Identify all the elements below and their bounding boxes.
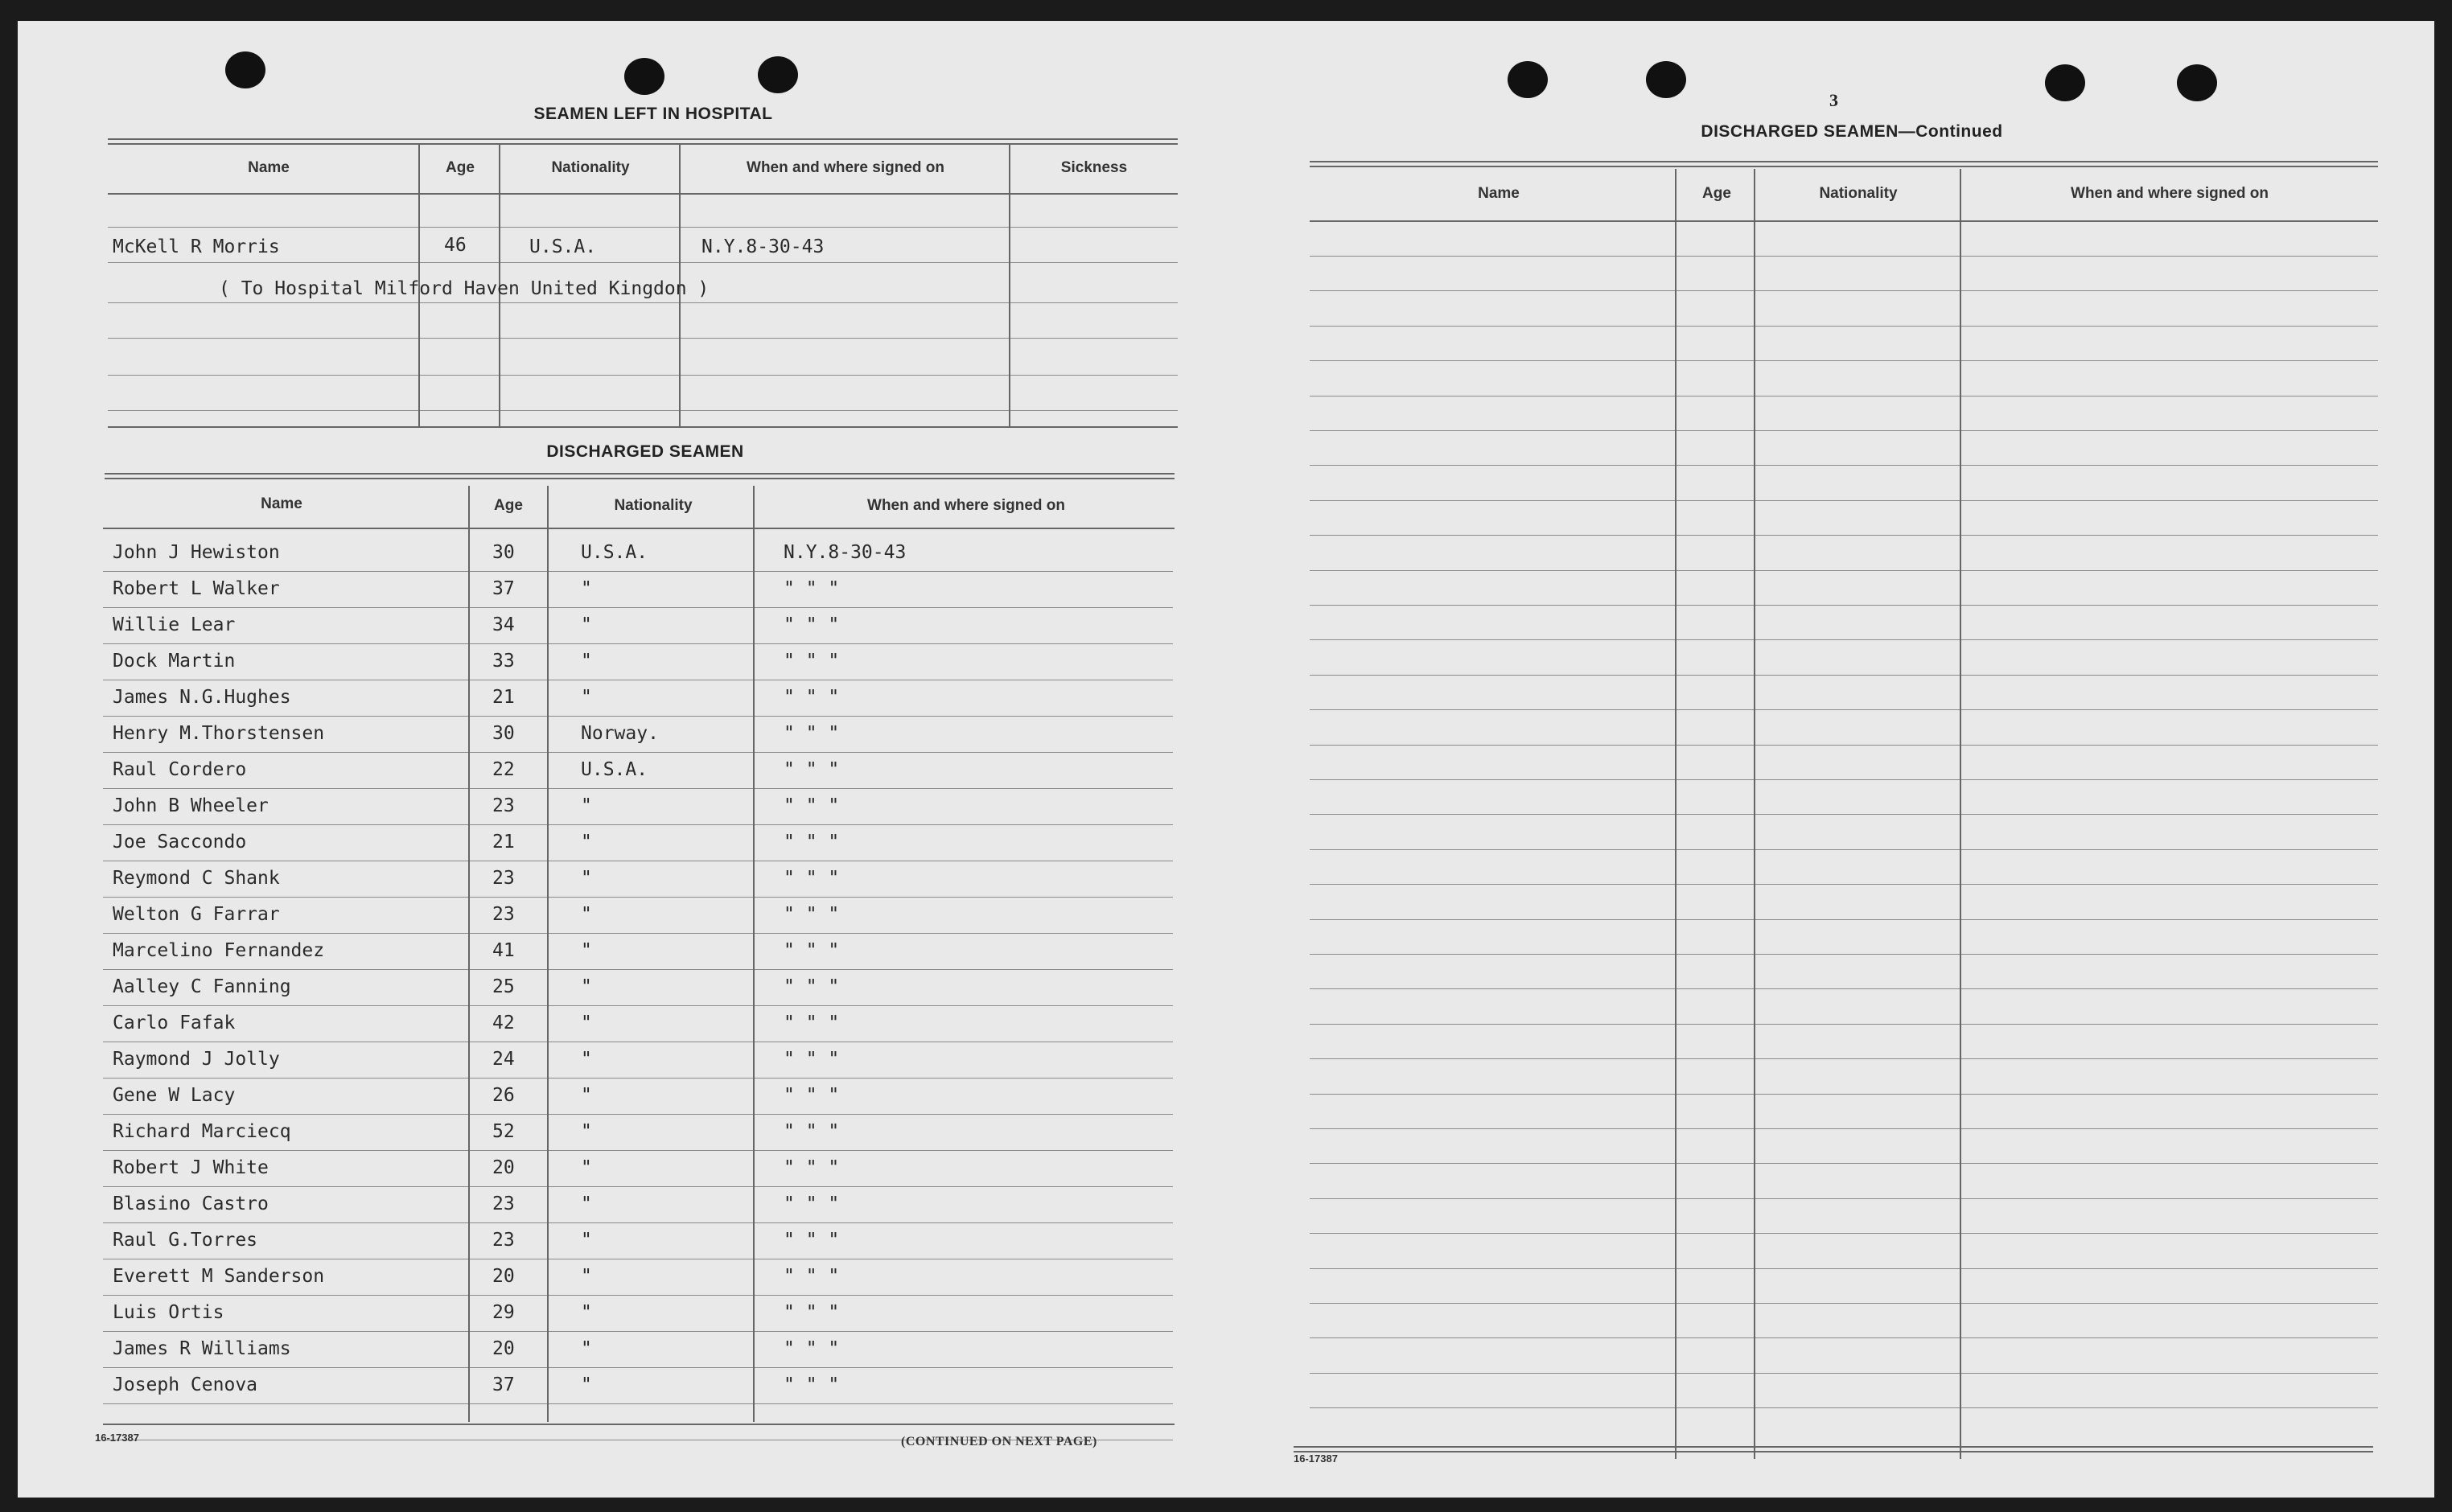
row-rule <box>1310 465 2378 466</box>
row-rule <box>1310 605 2378 606</box>
row-rule <box>1310 988 2378 989</box>
seaman-name: Joe Saccondo <box>113 832 247 853</box>
seaman-nationality: U.S.A. <box>581 542 648 563</box>
seaman-nationality: " <box>581 940 592 961</box>
seaman-age: 23 <box>492 1230 515 1251</box>
seaman-name: James N.G.Hughes <box>113 687 291 708</box>
seaman-age: 20 <box>492 1266 515 1287</box>
punch-hole <box>1508 61 1548 98</box>
seaman-name: Robert L Walker <box>113 578 280 599</box>
hospital-col-nationality: Nationality <box>551 159 630 176</box>
row-rule <box>1310 1163 2378 1164</box>
discharged-section-title: DISCHARGED SEAMEN <box>546 442 744 461</box>
discharged-col-nationality: Nationality <box>614 497 693 514</box>
seaman-name: Marcelino Fernandez <box>113 940 325 961</box>
seaman-nationality: " <box>581 1085 592 1106</box>
seaman-name: Reymond C Shank <box>113 868 280 889</box>
row-rule <box>103 752 1173 753</box>
seaman-signed-on: " " " <box>784 723 840 744</box>
seaman-age: 23 <box>492 795 515 816</box>
row-rule <box>1310 290 2378 291</box>
row-rule <box>103 969 1173 970</box>
seaman-name: Joseph Cenova <box>113 1374 258 1395</box>
row-rule <box>1310 954 2378 955</box>
seaman-nationality: " <box>581 1121 592 1142</box>
seaman-signed-on: " " " <box>784 759 840 780</box>
row-rule <box>103 1078 1173 1079</box>
row-rule <box>103 1114 1173 1115</box>
seaman-name: Willie Lear <box>113 614 236 635</box>
row-rule <box>1310 1094 2378 1095</box>
seaman-nationality: " <box>581 1049 592 1070</box>
seaman-age: 23 <box>492 904 515 925</box>
punch-hole <box>2177 64 2217 101</box>
hospital-row-age: 46 <box>444 235 467 256</box>
seaman-nationality: " <box>581 651 592 672</box>
row-rule <box>1310 256 2378 257</box>
seaman-age: 23 <box>492 1194 515 1214</box>
seaman-age: 37 <box>492 578 515 599</box>
row-rule <box>1310 1407 2378 1408</box>
seaman-age: 41 <box>492 940 515 961</box>
seaman-age: 21 <box>492 687 515 708</box>
punch-hole <box>2045 64 2085 101</box>
row-rule <box>1310 500 2378 501</box>
seaman-name: James R Williams <box>113 1338 291 1359</box>
hospital-col-age: Age <box>446 159 475 176</box>
row-rule <box>1310 1128 2378 1129</box>
row-rule <box>1310 1233 2378 1234</box>
seaman-nationality: " <box>581 1302 592 1323</box>
hospital-section-title: SEAMEN LEFT IN HOSPITAL <box>533 105 773 123</box>
row-rule <box>103 607 1173 608</box>
row-rule <box>1310 1268 2378 1269</box>
seaman-name: Everett M Sanderson <box>113 1266 325 1287</box>
seaman-nationality: " <box>581 1374 592 1395</box>
row-rule <box>103 1222 1173 1223</box>
row-rule <box>103 571 1173 572</box>
row-rule <box>103 1150 1173 1151</box>
right-col-age: Age <box>1702 185 1731 202</box>
row-rule <box>103 1186 1173 1187</box>
seaman-signed-on: " " " <box>784 1266 840 1287</box>
seaman-age: 21 <box>492 832 515 853</box>
row-rule <box>103 788 1173 789</box>
hospital-col-sickness: Sickness <box>1060 159 1128 176</box>
row-rule <box>1310 1337 2378 1338</box>
punch-hole <box>624 58 664 95</box>
right-form-number: 16-17387 <box>1294 1452 1338 1465</box>
punch-hole <box>1646 61 1686 98</box>
seaman-nationality: Norway. <box>581 723 659 744</box>
row-rule <box>1310 919 2378 920</box>
seaman-age: 33 <box>492 651 515 672</box>
seaman-age: 29 <box>492 1302 515 1323</box>
seaman-name: Carlo Fafak <box>113 1013 236 1033</box>
seaman-name: Gene W Lacy <box>113 1085 236 1106</box>
seaman-age: 34 <box>492 614 515 635</box>
right-col-nationality: Nationality <box>1819 185 1898 202</box>
row-rule <box>1310 709 2378 710</box>
seaman-age: 20 <box>492 1338 515 1359</box>
seaman-age: 23 <box>492 868 515 889</box>
seaman-signed-on: " " " <box>784 578 840 599</box>
row-rule <box>103 1331 1173 1332</box>
row-rule <box>1310 1198 2378 1199</box>
row-rule <box>1310 675 2378 676</box>
seaman-nationality: U.S.A. <box>581 759 648 780</box>
hospital-note: ( To Hospital Milford Haven United Kingdon ) <box>219 278 710 299</box>
seaman-name: Henry M.Thorstensen <box>113 723 325 744</box>
continued-note: (CONTINUED ON NEXT PAGE) <box>901 1435 1097 1448</box>
seaman-name: Aalley C Fanning <box>113 976 291 997</box>
row-rule <box>1310 814 2378 815</box>
discharged-col-age: Age <box>494 497 523 514</box>
seaman-age: 42 <box>492 1013 515 1033</box>
table-bottom-rule <box>103 1424 1175 1425</box>
seaman-age: 30 <box>492 723 515 744</box>
seaman-nationality: " <box>581 795 592 816</box>
row-rule <box>103 933 1173 934</box>
row-rule <box>103 1005 1173 1006</box>
discharged-col-name: Name <box>261 495 302 512</box>
row-rule <box>1310 1303 2378 1304</box>
ledger-sheet <box>18 21 2434 1498</box>
hospital-row-signed: N.Y.8-30-43 <box>701 236 825 257</box>
seaman-signed-on: " " " <box>784 832 840 853</box>
seaman-signed-on: " " " <box>784 1013 840 1033</box>
row-rule <box>1310 884 2378 885</box>
row-rule <box>103 897 1173 898</box>
hospital-col-name: Name <box>248 159 290 176</box>
seaman-nationality: " <box>581 1230 592 1251</box>
page-number: 3 <box>1829 90 1838 110</box>
hospital-col-signed: When and where signed on <box>747 159 944 176</box>
seaman-signed-on: " " " <box>784 795 840 816</box>
row-rule <box>1310 535 2378 536</box>
seaman-nationality: " <box>581 614 592 635</box>
row-rule <box>1310 360 2378 361</box>
seaman-signed-on: " " " <box>784 687 840 708</box>
hospital-row-name: McKell R Morris <box>113 236 280 257</box>
seaman-nationality: " <box>581 1194 592 1214</box>
row-rule <box>1310 430 2378 431</box>
seaman-nationality: " <box>581 1157 592 1178</box>
seaman-signed-on: N.Y.8-30-43 <box>784 542 907 563</box>
row-rule <box>103 643 1173 644</box>
seaman-name: Dock Martin <box>113 651 236 672</box>
row-rule <box>1310 639 2378 640</box>
seaman-age: 20 <box>492 1157 515 1178</box>
seaman-name: John B Wheeler <box>113 795 269 816</box>
row-rule <box>103 824 1173 825</box>
row-rule <box>1310 849 2378 850</box>
right-col-signed: When and where signed on <box>2071 185 2269 202</box>
row-rule <box>1310 1373 2378 1374</box>
seaman-signed-on: " " " <box>784 904 840 925</box>
seaman-age: 52 <box>492 1121 515 1142</box>
row-rule <box>1310 570 2378 571</box>
seaman-nationality: " <box>581 687 592 708</box>
seaman-signed-on: " " " <box>784 1049 840 1070</box>
seaman-nationality: " <box>581 868 592 889</box>
seaman-nationality: " <box>581 1266 592 1287</box>
row-rule <box>1310 1024 2378 1025</box>
seaman-nationality: " <box>581 578 592 599</box>
seaman-signed-on: " " " <box>784 940 840 961</box>
row-rule <box>103 1295 1173 1296</box>
punch-hole <box>758 56 798 93</box>
seaman-name: Robert J White <box>113 1157 269 1178</box>
seaman-nationality: " <box>581 832 592 853</box>
continued-section-title: DISCHARGED SEAMEN—Continued <box>1701 122 2003 141</box>
hospital-row-nationality: U.S.A. <box>529 236 597 257</box>
seaman-name: Richard Marciecq <box>113 1121 291 1142</box>
seaman-age: 24 <box>492 1049 515 1070</box>
right-col-name: Name <box>1478 185 1520 202</box>
seaman-age: 26 <box>492 1085 515 1106</box>
seaman-name: Blasino Castro <box>113 1194 269 1214</box>
row-rule <box>1310 326 2378 327</box>
seaman-age: 22 <box>492 759 515 780</box>
seaman-signed-on: " " " <box>784 868 840 889</box>
seaman-signed-on: " " " <box>784 1085 840 1106</box>
seaman-nationality: " <box>581 1013 592 1033</box>
punch-hole <box>225 51 265 88</box>
seaman-nationality: " <box>581 904 592 925</box>
seaman-nationality: " <box>581 976 592 997</box>
seaman-signed-on: " " " <box>784 1157 840 1178</box>
seaman-age: 25 <box>492 976 515 997</box>
seaman-signed-on: " " " <box>784 1302 840 1323</box>
left-form-number: 16-17387 <box>95 1432 139 1444</box>
row-rule <box>1310 745 2378 746</box>
seaman-signed-on: " " " <box>784 1374 840 1395</box>
seaman-nationality: " <box>581 1338 592 1359</box>
row-rule <box>103 1403 1173 1404</box>
row-rule <box>103 1367 1173 1368</box>
seaman-age: 37 <box>492 1374 515 1395</box>
seaman-signed-on: " " " <box>784 1121 840 1142</box>
seaman-name: John J Hewiston <box>113 542 280 563</box>
seaman-name: Raul Cordero <box>113 759 247 780</box>
row-rule <box>103 716 1173 717</box>
row-rule <box>1310 779 2378 780</box>
seaman-name: Raymond J Jolly <box>113 1049 280 1070</box>
seaman-name: Luis Ortis <box>113 1302 224 1323</box>
seaman-signed-on: " " " <box>784 976 840 997</box>
seaman-name: Welton G Farrar <box>113 904 280 925</box>
seaman-signed-on: " " " <box>784 651 840 672</box>
discharged-col-signed: When and where signed on <box>867 497 1065 514</box>
seaman-signed-on: " " " <box>784 1230 840 1251</box>
seaman-signed-on: " " " <box>784 614 840 635</box>
seaman-age: 30 <box>492 542 515 563</box>
seaman-signed-on: " " " <box>784 1338 840 1359</box>
seaman-signed-on: " " " <box>784 1194 840 1214</box>
seaman-name: Raul G.Torres <box>113 1230 258 1251</box>
row-rule <box>1310 1058 2378 1059</box>
